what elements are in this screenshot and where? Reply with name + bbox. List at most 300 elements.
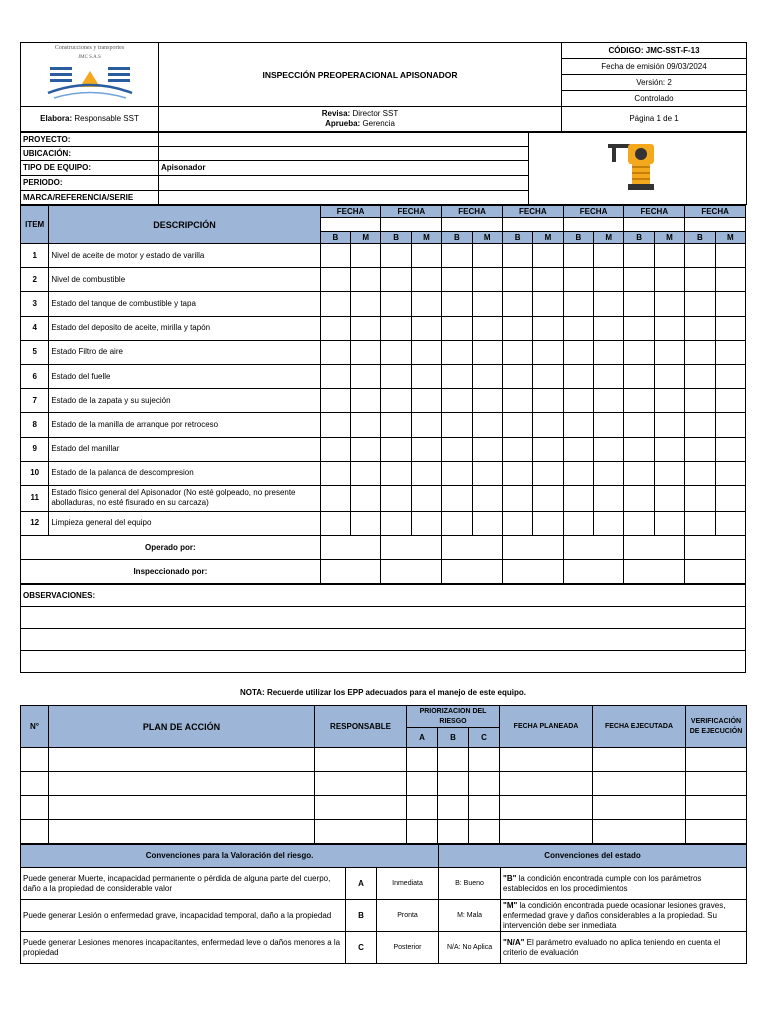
check-cell[interactable] (685, 511, 715, 535)
tamper-icon (598, 134, 678, 200)
check-cell[interactable] (715, 268, 745, 292)
revisa-value: Director SST (352, 109, 399, 118)
check-cell[interactable] (502, 485, 532, 511)
risk-timing: Inmediata (377, 868, 439, 900)
check-cell[interactable] (563, 244, 593, 268)
action-plan-row (21, 796, 747, 820)
check-cell[interactable] (533, 244, 563, 268)
check-cell[interactable] (442, 244, 472, 268)
action-plan-cell[interactable] (49, 772, 315, 796)
check-cell[interactable] (411, 389, 441, 413)
action-plan-cell[interactable] (686, 820, 747, 844)
action-plan-cell[interactable] (469, 772, 500, 796)
check-cell[interactable] (594, 389, 624, 413)
action-plan-cell[interactable] (315, 772, 407, 796)
check-cell[interactable] (502, 511, 532, 535)
check-cell[interactable] (411, 244, 441, 268)
fecha-ejecutada-header: FECHA EJECUTADA (593, 706, 686, 748)
checklist-row (21, 364, 746, 388)
company-logo (21, 43, 159, 107)
check-cell[interactable] (563, 413, 593, 437)
check-cell[interactable] (624, 364, 654, 388)
check-cell[interactable] (472, 461, 502, 485)
signature-cell[interactable] (502, 536, 563, 560)
check-cell[interactable] (654, 364, 684, 388)
check-cell[interactable] (502, 364, 532, 388)
check-cell[interactable] (442, 485, 472, 511)
check-cell[interactable] (533, 437, 563, 461)
action-plan-cell[interactable] (593, 748, 686, 772)
action-plan-cell[interactable] (49, 796, 315, 820)
check-cell[interactable] (685, 364, 715, 388)
check-cell[interactable] (411, 461, 441, 485)
action-plan-cell[interactable] (21, 796, 49, 820)
signature-cell[interactable] (320, 536, 381, 560)
item-number: 10 (21, 461, 49, 485)
signature-cell[interactable] (563, 560, 624, 584)
check-cell[interactable] (594, 316, 624, 340)
marca-field[interactable] (159, 191, 529, 205)
logo-bridge-icon (44, 63, 136, 103)
check-cell[interactable] (320, 316, 350, 340)
elabora-value: Responsable SST (74, 114, 139, 123)
check-cell[interactable] (594, 461, 624, 485)
check-cell[interactable] (320, 485, 350, 511)
signature-cell[interactable] (624, 560, 685, 584)
observaciones-line[interactable] (21, 651, 746, 673)
fecha-input[interactable] (624, 218, 685, 232)
check-cell[interactable] (715, 364, 745, 388)
check-cell[interactable] (533, 461, 563, 485)
check-cell[interactable] (563, 511, 593, 535)
action-plan-cell[interactable] (686, 748, 747, 772)
item-description: Estado de la palanca de descompresion (49, 461, 320, 485)
check-cell[interactable] (442, 292, 472, 316)
checklist-table (20, 205, 746, 584)
check-cell[interactable] (594, 364, 624, 388)
check-cell[interactable] (351, 485, 381, 511)
check-cell[interactable] (654, 485, 684, 511)
action-plan-section (20, 705, 746, 964)
issue-date: Fecha de emisión 09/03/2024 (562, 59, 747, 75)
check-cell[interactable] (502, 268, 532, 292)
check-cell[interactable] (472, 511, 502, 535)
observaciones-line[interactable] (21, 607, 746, 629)
check-cell[interactable] (351, 364, 381, 388)
check-cell[interactable] (715, 413, 745, 437)
check-cell[interactable] (533, 389, 563, 413)
check-cell[interactable] (502, 389, 532, 413)
risk-description: Puede generar Lesiones menores incapacitantes, enfermedad leve o daños menores a la propiedad (21, 932, 346, 964)
action-plan-cell[interactable] (21, 772, 49, 796)
check-cell[interactable] (442, 413, 472, 437)
check-cell[interactable] (685, 485, 715, 511)
risk-description: Puede generar Muerte, incapacidad permanente o pérdida de alguna parte del cuerpo, daño a la propiedad de considerable valor (21, 868, 346, 900)
check-cell[interactable] (624, 244, 654, 268)
check-cell[interactable] (502, 292, 532, 316)
check-cell[interactable] (685, 389, 715, 413)
check-cell[interactable] (351, 340, 381, 364)
check-cell[interactable] (411, 316, 441, 340)
check-cell[interactable] (563, 316, 593, 340)
check-cell[interactable] (533, 511, 563, 535)
signature-cell[interactable] (624, 536, 685, 560)
check-cell[interactable] (411, 340, 441, 364)
check-cell[interactable] (411, 511, 441, 535)
check-cell[interactable] (381, 413, 411, 437)
check-cell[interactable] (472, 292, 502, 316)
fecha-input[interactable] (502, 218, 563, 232)
check-cell[interactable] (381, 485, 411, 511)
check-cell[interactable] (411, 268, 441, 292)
check-cell[interactable] (715, 389, 745, 413)
action-plan-cell[interactable] (469, 748, 500, 772)
check-cell[interactable] (442, 461, 472, 485)
check-cell[interactable] (594, 244, 624, 268)
check-cell[interactable] (442, 437, 472, 461)
item-description: Estado Filtro de aire (49, 340, 320, 364)
check-cell[interactable] (685, 244, 715, 268)
bueno-header: B (502, 232, 532, 244)
item-number: 1 (21, 244, 49, 268)
check-cell[interactable] (442, 389, 472, 413)
check-cell[interactable] (594, 292, 624, 316)
check-cell[interactable] (594, 511, 624, 535)
page-number: Página 1 de 1 (562, 107, 747, 132)
check-cell[interactable] (654, 389, 684, 413)
signature-cell[interactable] (685, 536, 746, 560)
item-number: 9 (21, 437, 49, 461)
bueno-header: B (624, 232, 654, 244)
check-cell[interactable] (381, 340, 411, 364)
check-cell[interactable] (411, 437, 441, 461)
risk-level: C (346, 932, 377, 964)
check-cell[interactable] (320, 340, 350, 364)
check-cell[interactable] (685, 437, 715, 461)
check-cell[interactable] (563, 364, 593, 388)
check-cell[interactable] (442, 316, 472, 340)
checklist-row (21, 437, 746, 461)
check-cell[interactable] (624, 340, 654, 364)
check-cell[interactable] (624, 511, 654, 535)
ubicacion-field[interactable] (159, 147, 529, 161)
check-cell[interactable] (502, 413, 532, 437)
action-plan-cell[interactable] (593, 772, 686, 796)
check-cell[interactable] (594, 413, 624, 437)
signature-cell[interactable] (563, 536, 624, 560)
state-description (501, 900, 747, 932)
state-code: N/A: No Aplica (439, 932, 501, 964)
fecha-input[interactable] (442, 218, 503, 232)
item-number: 6 (21, 364, 49, 388)
item-description: Nivel de aceite de motor y estado de varilla (49, 244, 320, 268)
item-number: 7 (21, 389, 49, 413)
signature-cell[interactable] (381, 536, 442, 560)
fecha-input[interactable] (381, 218, 442, 232)
check-cell[interactable] (351, 437, 381, 461)
action-plan-cell[interactable] (438, 820, 469, 844)
tipo-equipo-value[interactable]: Apisonador (159, 161, 529, 176)
check-cell[interactable] (381, 364, 411, 388)
malo-header: M (472, 232, 502, 244)
state-description (501, 932, 747, 964)
checklist-row (21, 485, 746, 511)
check-cell[interactable] (594, 268, 624, 292)
risk-conventions-title: Convenciones para la Valoración del riesgo. (21, 845, 439, 868)
fecha-input[interactable] (563, 218, 624, 232)
check-cell[interactable] (715, 461, 745, 485)
check-cell[interactable] (381, 292, 411, 316)
check-cell[interactable] (320, 389, 350, 413)
action-plan-table (20, 705, 747, 844)
operado-por-label: Operado por: (21, 536, 321, 560)
risk-description: Puede generar Lesión o enfermedad grave, incapacidad temporal, daño a la propiedad (21, 900, 346, 932)
check-cell[interactable] (594, 437, 624, 461)
risk-level: B (346, 900, 377, 932)
check-cell[interactable] (654, 413, 684, 437)
check-cell[interactable] (715, 511, 745, 535)
action-plan-cell[interactable] (500, 772, 593, 796)
check-cell[interactable] (381, 511, 411, 535)
check-cell[interactable] (351, 461, 381, 485)
action-plan-cell[interactable] (21, 820, 49, 844)
check-cell[interactable] (624, 461, 654, 485)
convention-row (21, 900, 747, 932)
check-cell[interactable] (442, 511, 472, 535)
checklist-row (21, 511, 746, 535)
check-cell[interactable] (594, 485, 624, 511)
check-cell[interactable] (381, 461, 411, 485)
inspection-form (20, 42, 746, 673)
periodo-field[interactable] (159, 176, 529, 191)
check-cell[interactable] (654, 244, 684, 268)
conventions-table (20, 844, 747, 964)
action-plan-cell[interactable] (500, 748, 593, 772)
check-cell[interactable] (472, 437, 502, 461)
check-cell[interactable] (351, 316, 381, 340)
check-cell[interactable] (563, 292, 593, 316)
check-cell[interactable] (624, 316, 654, 340)
check-cell[interactable] (533, 364, 563, 388)
form-header (20, 42, 747, 132)
action-plan-row (21, 748, 747, 772)
check-cell[interactable] (654, 511, 684, 535)
check-cell[interactable] (502, 461, 532, 485)
item-number: 4 (21, 316, 49, 340)
check-cell[interactable] (654, 268, 684, 292)
action-plan-cell[interactable] (315, 796, 407, 820)
risk-level: A (346, 868, 377, 900)
action-plan-cell[interactable] (407, 820, 438, 844)
check-cell[interactable] (533, 268, 563, 292)
check-cell[interactable] (624, 389, 654, 413)
aprueba-value: Gerencia (362, 119, 395, 128)
check-cell[interactable] (442, 268, 472, 292)
action-plan-cell[interactable] (500, 796, 593, 820)
check-cell[interactable] (563, 340, 593, 364)
check-cell[interactable] (624, 268, 654, 292)
signature-cell[interactable] (442, 536, 503, 560)
action-plan-cell[interactable] (438, 772, 469, 796)
action-plan-cell[interactable] (315, 820, 407, 844)
check-cell[interactable] (381, 316, 411, 340)
check-cell[interactable] (563, 389, 593, 413)
check-cell[interactable] (472, 316, 502, 340)
check-cell[interactable] (563, 485, 593, 511)
priorizacion-header: PRIORIZACION DEL RIESGO (407, 706, 500, 728)
check-cell[interactable] (715, 485, 745, 511)
check-cell[interactable] (715, 316, 745, 340)
action-plan-cell[interactable] (407, 772, 438, 796)
action-plan-cell[interactable] (686, 772, 747, 796)
check-cell[interactable] (624, 292, 654, 316)
action-plan-cell[interactable] (21, 748, 49, 772)
check-cell[interactable] (594, 340, 624, 364)
action-plan-cell[interactable] (49, 820, 315, 844)
check-cell[interactable] (685, 316, 715, 340)
check-cell[interactable] (685, 413, 715, 437)
malo-header: M (411, 232, 441, 244)
check-cell[interactable] (351, 413, 381, 437)
proyecto-field[interactable] (159, 133, 529, 147)
convention-row (21, 932, 747, 964)
check-cell[interactable] (411, 413, 441, 437)
signature-cell[interactable] (320, 560, 381, 584)
check-cell[interactable] (654, 437, 684, 461)
signature-cell[interactable] (502, 560, 563, 584)
check-cell[interactable] (715, 437, 745, 461)
check-cell[interactable] (533, 340, 563, 364)
state-text: la condición encontrada cumple con los parámetros establecidos en los procedimientos (503, 873, 702, 893)
action-plan-cell[interactable] (407, 796, 438, 820)
fecha-input[interactable] (685, 218, 746, 232)
action-plan-cell[interactable] (407, 748, 438, 772)
action-plan-cell[interactable] (500, 820, 593, 844)
action-plan-cell[interactable] (593, 820, 686, 844)
observaciones-line[interactable] (21, 629, 746, 651)
check-cell[interactable] (381, 389, 411, 413)
observations-table (20, 584, 746, 673)
check-cell[interactable] (502, 437, 532, 461)
item-number: 2 (21, 268, 49, 292)
action-plan-cell[interactable] (438, 748, 469, 772)
check-cell[interactable] (411, 292, 441, 316)
signature-cell[interactable] (685, 560, 746, 584)
action-plan-cell[interactable] (593, 796, 686, 820)
check-cell[interactable] (654, 316, 684, 340)
signature-cell[interactable] (381, 560, 442, 584)
check-cell[interactable] (320, 364, 350, 388)
check-cell[interactable] (715, 244, 745, 268)
check-cell[interactable] (351, 244, 381, 268)
fecha-header: FECHA (320, 206, 381, 218)
check-cell[interactable] (533, 413, 563, 437)
item-description: Estado del fuelle (49, 364, 320, 388)
check-cell[interactable] (472, 389, 502, 413)
fecha-header: FECHA (624, 206, 685, 218)
check-cell[interactable] (685, 268, 715, 292)
check-cell[interactable] (381, 437, 411, 461)
check-cell[interactable] (685, 292, 715, 316)
check-cell[interactable] (685, 340, 715, 364)
check-cell[interactable] (320, 413, 350, 437)
check-cell[interactable] (533, 316, 563, 340)
checklist-row (21, 292, 746, 316)
check-cell[interactable] (320, 268, 350, 292)
state-code: M: Mala (439, 900, 501, 932)
action-plan-cell[interactable] (469, 820, 500, 844)
revisa-label: Revisa: (321, 109, 351, 118)
check-cell[interactable] (320, 292, 350, 316)
check-cell[interactable] (351, 292, 381, 316)
action-plan-cell[interactable] (686, 796, 747, 820)
fecha-header: FECHA (502, 206, 563, 218)
check-cell[interactable] (654, 461, 684, 485)
check-cell[interactable] (624, 413, 654, 437)
check-cell[interactable] (715, 292, 745, 316)
check-cell[interactable] (624, 485, 654, 511)
check-cell[interactable] (381, 244, 411, 268)
inspeccionado-por-label: Inspeccionado por: (21, 560, 321, 584)
check-cell[interactable] (351, 268, 381, 292)
check-cell[interactable] (320, 461, 350, 485)
check-cell[interactable] (685, 461, 715, 485)
check-cell[interactable] (502, 340, 532, 364)
check-cell[interactable] (411, 364, 441, 388)
state-key: "M" (503, 900, 518, 910)
check-cell[interactable] (472, 340, 502, 364)
state-text: El parámetro evaluado no aplica teniendo en cuenta el criterio de evaluación (503, 937, 721, 957)
check-cell[interactable] (472, 244, 502, 268)
check-cell[interactable] (320, 437, 350, 461)
proyecto-label: PROYECTO: (21, 133, 159, 147)
check-cell[interactable] (472, 413, 502, 437)
check-cell[interactable] (533, 292, 563, 316)
check-cell[interactable] (533, 485, 563, 511)
convention-row (21, 868, 747, 900)
malo-header: M (654, 232, 684, 244)
action-plan-cell[interactable] (469, 796, 500, 820)
check-cell[interactable] (472, 364, 502, 388)
check-cell[interactable] (320, 511, 350, 535)
check-cell[interactable] (502, 316, 532, 340)
check-cell[interactable] (654, 292, 684, 316)
check-cell[interactable] (442, 364, 472, 388)
action-plan-cell[interactable] (49, 748, 315, 772)
check-cell[interactable] (411, 485, 441, 511)
check-cell[interactable] (502, 244, 532, 268)
tipo-equipo-label: TIPO DE EQUIPO: (21, 161, 159, 176)
signature-cell[interactable] (442, 560, 503, 584)
check-cell[interactable] (563, 437, 593, 461)
check-cell[interactable] (381, 268, 411, 292)
action-plan-cell[interactable] (438, 796, 469, 820)
check-cell[interactable] (320, 244, 350, 268)
check-cell[interactable] (472, 485, 502, 511)
check-cell[interactable] (624, 437, 654, 461)
check-cell[interactable] (715, 340, 745, 364)
check-cell[interactable] (563, 461, 593, 485)
check-cell[interactable] (654, 340, 684, 364)
priority-b-header: B (438, 728, 469, 748)
action-plan-cell[interactable] (315, 748, 407, 772)
check-cell[interactable] (472, 268, 502, 292)
check-cell[interactable] (442, 340, 472, 364)
check-cell[interactable] (563, 268, 593, 292)
check-cell[interactable] (351, 389, 381, 413)
check-cell[interactable] (351, 511, 381, 535)
fecha-input[interactable] (320, 218, 381, 232)
